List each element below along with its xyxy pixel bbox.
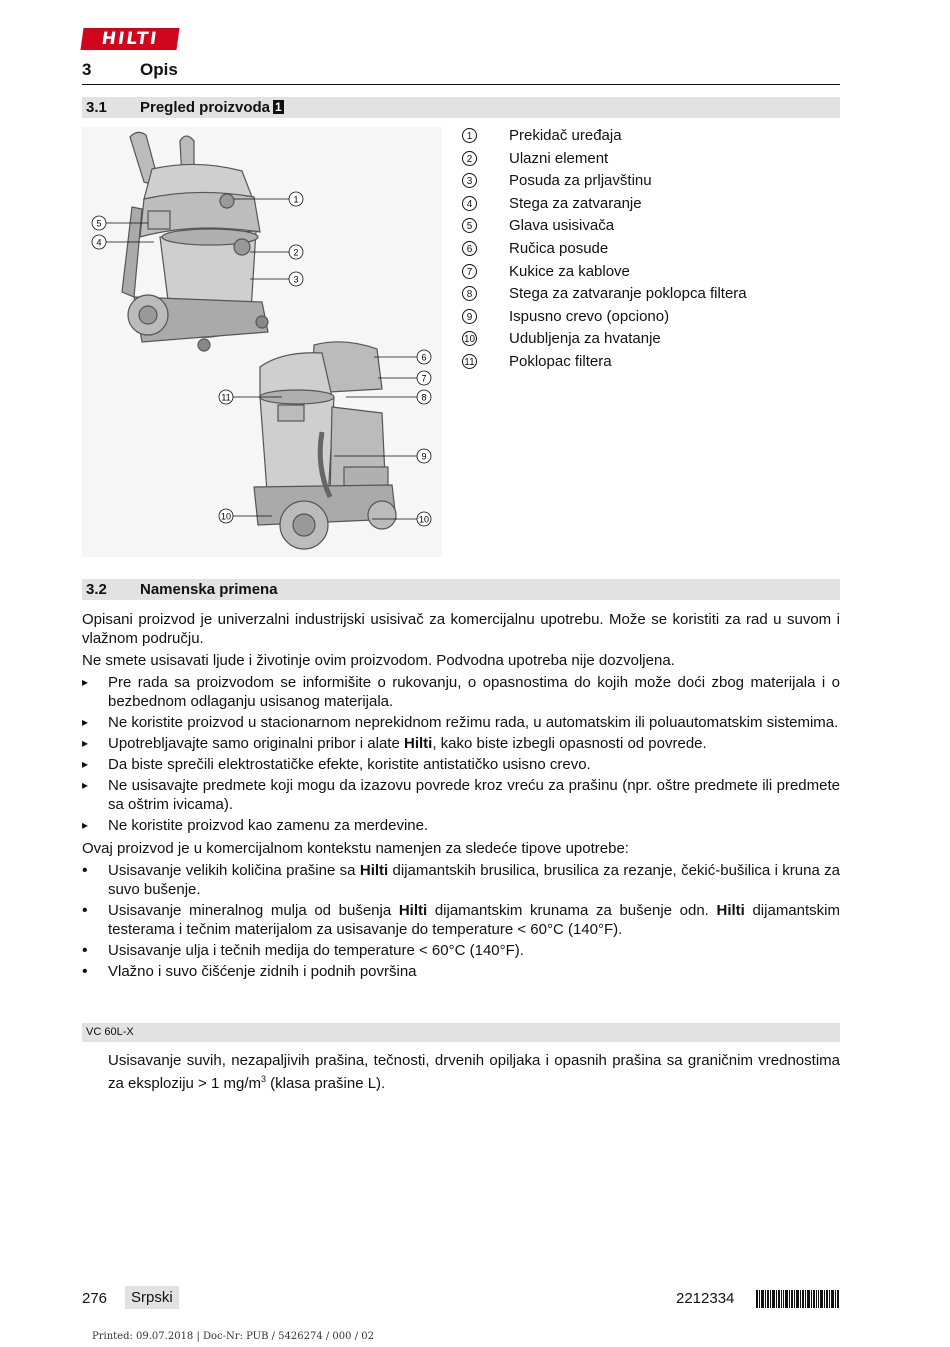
section-number: 3.2 xyxy=(86,581,107,598)
legend-label: Ručica posude xyxy=(509,239,609,257)
legend-label: Udubljenja za hvatanje xyxy=(509,330,661,348)
section-heading-intended-use xyxy=(82,579,840,600)
warning-item: ▸ Ne usisavajte predmete koji mogu da izazovu povrede kroz vreću za prašinu (npr. oštre predmete ili predmete sa oštrim ivicama). xyxy=(82,776,840,814)
legend-label: Prekidač uređaja xyxy=(509,127,622,144)
warning-item: ▸ Da biste sprečili elektrostatičke efekte, koristite antistatičko usisno crevo. xyxy=(82,755,840,774)
callout-8: 8 xyxy=(421,392,427,403)
component-legend xyxy=(462,127,842,376)
uses-list xyxy=(82,861,840,981)
use-item: • Usisavanje mineralnog mulja od bušenja Hilti dijamantskim krunama za bušenje odn. Hilti dijamantskim testerama i tečnim materijalom za usisavanje do temperature < 60°C (140°F). xyxy=(82,901,840,939)
callout-5: 5 xyxy=(96,218,102,229)
legend-number: 10 xyxy=(462,331,477,346)
warning-item: ▸ Upotrebljavajte samo originalni pribor i alate Hilti, kako biste izbegli opasnosti od povrede. xyxy=(82,734,840,753)
legend-label: Stega za zatvaranje poklopca filtera xyxy=(509,285,747,303)
legend-item xyxy=(462,150,842,173)
uses-intro: Ovaj proizvod je u komercijalnom kontekstu namenjen za sledeće tipove upotrebe: xyxy=(82,840,629,857)
callout-2: 2 xyxy=(293,247,299,258)
legend-number: 3 xyxy=(462,173,477,188)
intro-paragraph: Ne smete usisavati ljude i životinje ovim proizvodom. Podvodna upotreba nije dozvoljena. xyxy=(82,652,675,669)
callout-9: 9 xyxy=(421,451,427,462)
callout-1: 1 xyxy=(293,194,299,205)
use-item: • Usisavanje ulja i tečnih medija do temperature < 60°C (140°F). xyxy=(82,941,840,960)
legend-label: Stega za zatvaranje xyxy=(509,194,642,212)
legend-item xyxy=(462,127,842,150)
callout-6: 6 xyxy=(421,352,427,363)
callout-3: 3 xyxy=(293,274,299,285)
section-number: 3.1 xyxy=(86,99,107,116)
chapter-heading xyxy=(82,58,840,85)
model-bar xyxy=(82,1023,840,1042)
legend-item xyxy=(462,217,842,240)
model-name: VC 60L-X xyxy=(86,1026,134,1038)
legend-number: 8 xyxy=(462,286,477,301)
document-code: 2212334 xyxy=(676,1290,735,1307)
legend-label: Kukice za kablove xyxy=(509,262,630,280)
callout-7: 7 xyxy=(421,373,427,384)
legend-number: 9 xyxy=(462,309,477,324)
product-illustration xyxy=(82,127,442,557)
legend-item xyxy=(462,263,842,286)
print-info: Printed: 09.07.2018 | Doc-Nr: PUB / 5426274 / 000 / 02 xyxy=(92,1331,374,1342)
intended-use-body xyxy=(82,610,840,983)
legend-item xyxy=(462,330,842,353)
callout-4: 4 xyxy=(96,237,102,248)
warning-item: ▸ Ne koristite proizvod kao zamenu za merdevine. xyxy=(82,816,840,835)
legend-number: 7 xyxy=(462,264,477,279)
legend-number: 1 xyxy=(462,128,477,143)
hilti-logo: HILTI xyxy=(80,28,179,50)
use-item: • Usisavanje velikih količina prašine sa Hilti dijamantskih brusilica, brusilica za rezanje, čekić-bušilica i kruna za suvo bušenje. xyxy=(82,861,840,899)
warning-list xyxy=(82,673,840,835)
use-item: • Vlažno i suvo čišćenje zidnih i podnih površina xyxy=(82,962,840,981)
legend-label: Posuda za prljavštinu xyxy=(509,172,652,190)
legend-number: 11 xyxy=(462,354,477,369)
legend-item xyxy=(462,353,842,376)
section-heading-overview xyxy=(82,97,840,118)
vacuum-rear-view xyxy=(254,342,396,549)
chapter-title: Opis xyxy=(140,60,178,79)
legend-item xyxy=(462,308,842,331)
legend-number: 6 xyxy=(462,241,477,256)
legend-label: Glava usisivača xyxy=(509,217,615,235)
legend-number: 5 xyxy=(462,218,477,233)
barcode-icon xyxy=(756,1290,840,1308)
section-title: Namenska primena xyxy=(140,581,278,598)
legend-item xyxy=(462,285,842,308)
warning-item: ▸ Pre rada sa proizvodom se informišite o rukovanju, o opasnostima do kojih može doći zbog materijala i o bezbednom odlaganju usisanog materijala. xyxy=(82,673,840,711)
chapter-number: 3 xyxy=(82,60,92,79)
legend-item xyxy=(462,240,842,263)
model-use-text: Usisavanje suvih, nezapaljivih prašina, tečnosti, drvenih opiljaka i opasnih prašina sa graničnim vrednostima za eksploziju > 1 $mg/m^3$ (klasa prašine L). xyxy=(108,1052,840,1092)
legend-number: 2 xyxy=(462,151,477,166)
page-number: 276 xyxy=(82,1290,108,1307)
warning-item: ▸ Ne koristite proizvod u stacionarnom neprekidnom režimu rada, u automatskim ili poluautomatskim sistemima. xyxy=(82,713,840,732)
legend-item xyxy=(462,172,842,195)
intro-paragraph: Opisani proizvod je univerzalni industrijski usisivač za komercijalnu upotrebu. Može se koristiti za rad u suvom i vlažnom području. xyxy=(82,611,840,647)
callout-10b: 10 xyxy=(418,514,430,525)
legend-label: Ulazni element xyxy=(509,149,609,167)
section-title: Pregled proizvoda 1 xyxy=(140,99,282,116)
legend-item xyxy=(462,195,842,218)
callout-10a: 10 xyxy=(220,511,232,522)
language-tag: Srpski xyxy=(125,1286,179,1309)
legend-number: 4 xyxy=(462,196,477,211)
legend-label: Poklopac filtera xyxy=(509,352,612,370)
legend-label: Ispusno crevo (opciono) xyxy=(509,307,670,325)
figure-ref-badge: 1 xyxy=(275,100,282,114)
callout-11: 11 xyxy=(221,392,231,403)
